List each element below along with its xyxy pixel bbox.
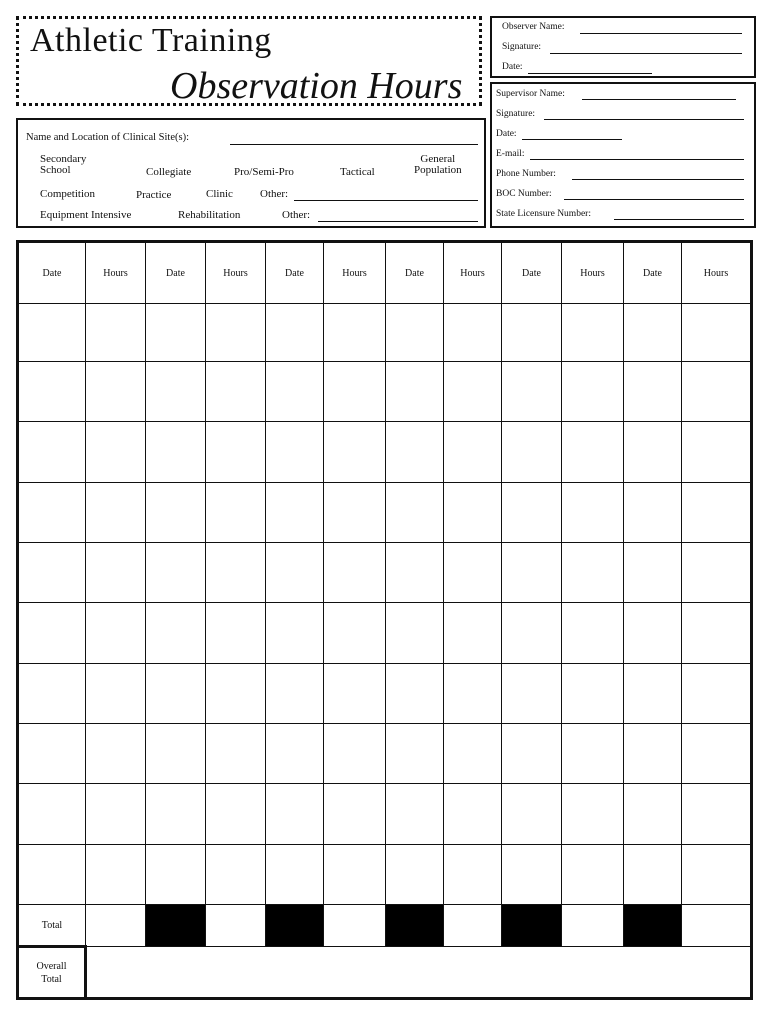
date-cell[interactable] — [624, 543, 682, 603]
hours-cell[interactable] — [562, 422, 624, 483]
hours-cell[interactable] — [562, 724, 624, 784]
total-hours-cell[interactable] — [682, 905, 752, 947]
supervisor-signature-label: Signature: — [496, 109, 536, 119]
date-cell[interactable] — [146, 543, 206, 603]
hours-cell[interactable] — [324, 845, 386, 905]
date-cell[interactable] — [266, 362, 324, 422]
hours-log-grid — [16, 240, 753, 1000]
hours-cell[interactable] — [444, 304, 502, 362]
header-hours: Hours — [86, 242, 146, 304]
hours-cell[interactable] — [562, 603, 624, 664]
hours-cell[interactable] — [562, 784, 624, 845]
date-cell[interactable] — [386, 304, 444, 362]
option-secondary-school[interactable] — [40, 154, 86, 176]
total-hours-cell[interactable] — [206, 905, 266, 947]
date-cell[interactable] — [386, 422, 444, 483]
date-cell[interactable] — [146, 362, 206, 422]
header-date: Date — [146, 242, 206, 304]
hours-cell[interactable] — [444, 362, 502, 422]
hours-cell[interactable] — [206, 724, 266, 784]
date-cell[interactable] — [502, 362, 562, 422]
hours-cell[interactable] — [324, 664, 386, 724]
blocked-cell — [386, 905, 444, 947]
hours-cell[interactable] — [86, 543, 146, 603]
hours-cell[interactable] — [562, 845, 624, 905]
date-cell[interactable] — [386, 483, 444, 543]
hours-cell[interactable] — [206, 664, 266, 724]
hours-cell[interactable] — [206, 784, 266, 845]
date-cell[interactable] — [502, 784, 562, 845]
date-cell[interactable] — [624, 422, 682, 483]
hours-cell[interactable] — [682, 483, 752, 543]
hours-cell[interactable] — [86, 664, 146, 724]
header-date: Date — [624, 242, 682, 304]
hours-cell[interactable] — [206, 304, 266, 362]
option-clinic[interactable]: Clinic — [206, 188, 233, 200]
date-cell[interactable] — [266, 483, 324, 543]
hours-cell[interactable] — [444, 483, 502, 543]
hours-cell[interactable] — [324, 483, 386, 543]
log-row — [18, 483, 752, 543]
date-cell[interactable] — [18, 483, 86, 543]
date-cell[interactable] — [146, 845, 206, 905]
title-line-2: Observation Hours — [170, 65, 463, 107]
supervisor-name-label: Supervisor Name: — [496, 89, 565, 99]
hours-cell[interactable] — [86, 422, 146, 483]
hours-cell[interactable] — [86, 845, 146, 905]
hours-cell[interactable] — [86, 483, 146, 543]
date-cell[interactable] — [18, 845, 86, 905]
date-cell[interactable] — [386, 845, 444, 905]
date-cell[interactable] — [386, 362, 444, 422]
header-hours: Hours — [444, 242, 502, 304]
hours-cell[interactable] — [206, 362, 266, 422]
date-cell[interactable] — [18, 784, 86, 845]
date-cell[interactable] — [146, 422, 206, 483]
supervisor-license-field[interactable] — [614, 219, 744, 220]
date-cell[interactable] — [386, 724, 444, 784]
total-hours-cell[interactable] — [324, 905, 386, 947]
date-cell[interactable] — [266, 664, 324, 724]
clinical-site-label: Name and Location of Clinical Site(s): — [26, 132, 189, 143]
date-cell[interactable] — [386, 664, 444, 724]
date-cell[interactable] — [502, 422, 562, 483]
observer-signature-field[interactable] — [550, 53, 742, 54]
total-row — [18, 905, 752, 947]
observer-box — [490, 16, 756, 78]
date-cell[interactable] — [146, 603, 206, 664]
supervisor-box — [490, 82, 756, 228]
option-collegiate[interactable]: Collegiate — [146, 166, 192, 178]
date-cell[interactable] — [502, 483, 562, 543]
hours-cell[interactable] — [444, 603, 502, 664]
date-cell[interactable] — [18, 304, 86, 362]
hours-cell[interactable] — [86, 362, 146, 422]
hours-cell[interactable] — [444, 664, 502, 724]
date-cell[interactable] — [624, 603, 682, 664]
date-cell[interactable] — [502, 603, 562, 664]
option-other-1-field[interactable] — [294, 200, 478, 201]
hours-cell[interactable] — [324, 304, 386, 362]
option-competition[interactable]: Competition — [40, 188, 95, 200]
date-cell[interactable] — [386, 603, 444, 664]
observer-name-label: Observer Name: — [502, 22, 565, 32]
header-row — [18, 242, 752, 304]
date-cell[interactable] — [18, 422, 86, 483]
date-cell[interactable] — [624, 304, 682, 362]
hours-cell[interactable] — [86, 304, 146, 362]
option-general-population[interactable] — [414, 154, 462, 176]
hours-cell[interactable] — [206, 483, 266, 543]
option-secondary-line-1: Secondary — [40, 153, 87, 165]
log-row — [18, 422, 752, 483]
date-cell[interactable] — [18, 664, 86, 724]
hours-cell[interactable] — [86, 784, 146, 845]
blocked-cell — [502, 905, 562, 947]
hours-cell[interactable] — [444, 724, 502, 784]
hours-cell[interactable] — [562, 664, 624, 724]
date-cell[interactable] — [146, 724, 206, 784]
supervisor-name-field[interactable] — [582, 99, 736, 100]
blocked-cell — [624, 905, 682, 947]
overall-total-field[interactable] — [86, 947, 752, 999]
log-row — [18, 784, 752, 845]
date-cell[interactable] — [266, 304, 324, 362]
hours-cell[interactable] — [86, 724, 146, 784]
supervisor-phone-field[interactable] — [572, 179, 744, 180]
hours-cell[interactable] — [324, 422, 386, 483]
log-row — [18, 664, 752, 724]
hours-cell[interactable] — [682, 664, 752, 724]
date-cell[interactable] — [18, 724, 86, 784]
total-hours-cell[interactable] — [562, 905, 624, 947]
option-general-line-1: General — [420, 153, 456, 165]
hours-cell[interactable] — [682, 304, 752, 362]
hours-cell[interactable] — [324, 543, 386, 603]
hours-cell[interactable] — [324, 603, 386, 664]
option-other-2-field[interactable] — [318, 221, 478, 222]
hours-cell[interactable] — [562, 304, 624, 362]
date-cell[interactable] — [502, 664, 562, 724]
option-equipment-intensive[interactable]: Equipment Intensive — [40, 209, 132, 221]
date-cell[interactable] — [266, 422, 324, 483]
supervisor-date-field[interactable] — [522, 139, 622, 140]
overall-label-line-1: Overall — [36, 960, 67, 972]
header-hours: Hours — [206, 242, 266, 304]
option-secondary-line-2: School — [40, 164, 71, 176]
hours-log-table — [16, 240, 753, 1000]
hours-cell[interactable] — [324, 724, 386, 784]
hours-cell[interactable] — [444, 543, 502, 603]
hours-cell[interactable] — [206, 603, 266, 664]
hours-cell[interactable] — [562, 543, 624, 603]
option-other-2-label: Other: — [282, 209, 311, 221]
blocked-cell — [146, 905, 206, 947]
log-row — [18, 304, 752, 362]
date-cell[interactable] — [624, 784, 682, 845]
supervisor-signature-field[interactable] — [544, 119, 744, 120]
observer-date-label: Date: — [502, 62, 523, 72]
supervisor-phone-label: Phone Number: — [496, 169, 556, 179]
log-row — [18, 362, 752, 422]
supervisor-license-label: State Licensure Number: — [496, 209, 591, 219]
hours-cell[interactable] — [682, 543, 752, 603]
hours-cell[interactable] — [682, 784, 752, 845]
hours-cell[interactable] — [324, 362, 386, 422]
date-cell[interactable] — [18, 603, 86, 664]
log-row — [18, 845, 752, 905]
date-cell[interactable] — [624, 483, 682, 543]
header-hours: Hours — [562, 242, 624, 304]
supervisor-boc-field[interactable] — [564, 199, 744, 200]
overall-total-label — [18, 947, 86, 999]
overall-total-row — [18, 947, 752, 999]
header-date: Date — [266, 242, 324, 304]
clinical-site-box — [16, 118, 486, 228]
header-hours: Hours — [682, 242, 752, 304]
date-cell[interactable] — [624, 362, 682, 422]
hours-cell[interactable] — [444, 845, 502, 905]
date-cell[interactable] — [146, 304, 206, 362]
observer-name-field[interactable] — [580, 33, 742, 34]
supervisor-email-label: E-mail: — [496, 149, 525, 159]
date-cell[interactable] — [624, 724, 682, 784]
date-cell[interactable] — [266, 784, 324, 845]
hours-cell[interactable] — [682, 362, 752, 422]
date-cell[interactable] — [266, 543, 324, 603]
hours-cell[interactable] — [562, 362, 624, 422]
log-row — [18, 603, 752, 664]
blocked-cell — [266, 905, 324, 947]
date-cell[interactable] — [266, 724, 324, 784]
supervisor-date-label: Date: — [496, 129, 517, 139]
date-cell[interactable] — [146, 784, 206, 845]
hours-cell[interactable] — [444, 784, 502, 845]
observer-date-field[interactable] — [528, 73, 652, 74]
date-cell[interactable] — [386, 784, 444, 845]
date-cell[interactable] — [266, 845, 324, 905]
log-row — [18, 543, 752, 603]
option-practice[interactable]: Practice — [136, 189, 172, 201]
option-general-line-2: Population — [414, 164, 462, 176]
total-hours-cell[interactable] — [86, 905, 146, 947]
header-hours: Hours — [324, 242, 386, 304]
hours-cell[interactable] — [682, 603, 752, 664]
date-cell[interactable] — [146, 664, 206, 724]
date-cell[interactable] — [146, 483, 206, 543]
title-line-1: Athletic Training — [30, 22, 272, 59]
overall-label-line-2: Total — [41, 973, 62, 985]
supervisor-boc-label: BOC Number: — [496, 189, 552, 199]
hours-cell[interactable] — [206, 543, 266, 603]
option-rehabilitation[interactable]: Rehabilitation — [178, 209, 241, 221]
date-cell[interactable] — [502, 845, 562, 905]
hours-cell[interactable] — [86, 603, 146, 664]
hours-cell[interactable] — [682, 422, 752, 483]
clinical-site-field[interactable] — [230, 144, 478, 145]
header-date: Date — [18, 242, 86, 304]
option-tactical[interactable]: Tactical — [340, 166, 375, 178]
date-cell[interactable] — [502, 304, 562, 362]
hours-cell[interactable] — [562, 483, 624, 543]
option-other-1-label: Other: — [260, 188, 289, 200]
date-cell[interactable] — [502, 543, 562, 603]
header-date: Date — [502, 242, 562, 304]
total-label: Total — [18, 905, 86, 947]
total-hours-cell[interactable] — [444, 905, 502, 947]
hours-cell[interactable] — [206, 845, 266, 905]
date-cell[interactable] — [386, 543, 444, 603]
option-pro-semi-pro[interactable]: Pro/Semi-Pro — [234, 166, 294, 178]
date-cell[interactable] — [18, 543, 86, 603]
date-cell[interactable] — [624, 845, 682, 905]
supervisor-email-field[interactable] — [530, 159, 744, 160]
hours-cell[interactable] — [206, 422, 266, 483]
log-row — [18, 724, 752, 784]
hours-cell[interactable] — [324, 784, 386, 845]
date-cell[interactable] — [624, 664, 682, 724]
hours-cell[interactable] — [444, 422, 502, 483]
observer-signature-label: Signature: — [502, 42, 542, 52]
date-cell[interactable] — [502, 724, 562, 784]
hours-cell[interactable] — [682, 845, 752, 905]
date-cell[interactable] — [266, 603, 324, 664]
hours-cell[interactable] — [682, 724, 752, 784]
date-cell[interactable] — [18, 362, 86, 422]
header-date: Date — [386, 242, 444, 304]
